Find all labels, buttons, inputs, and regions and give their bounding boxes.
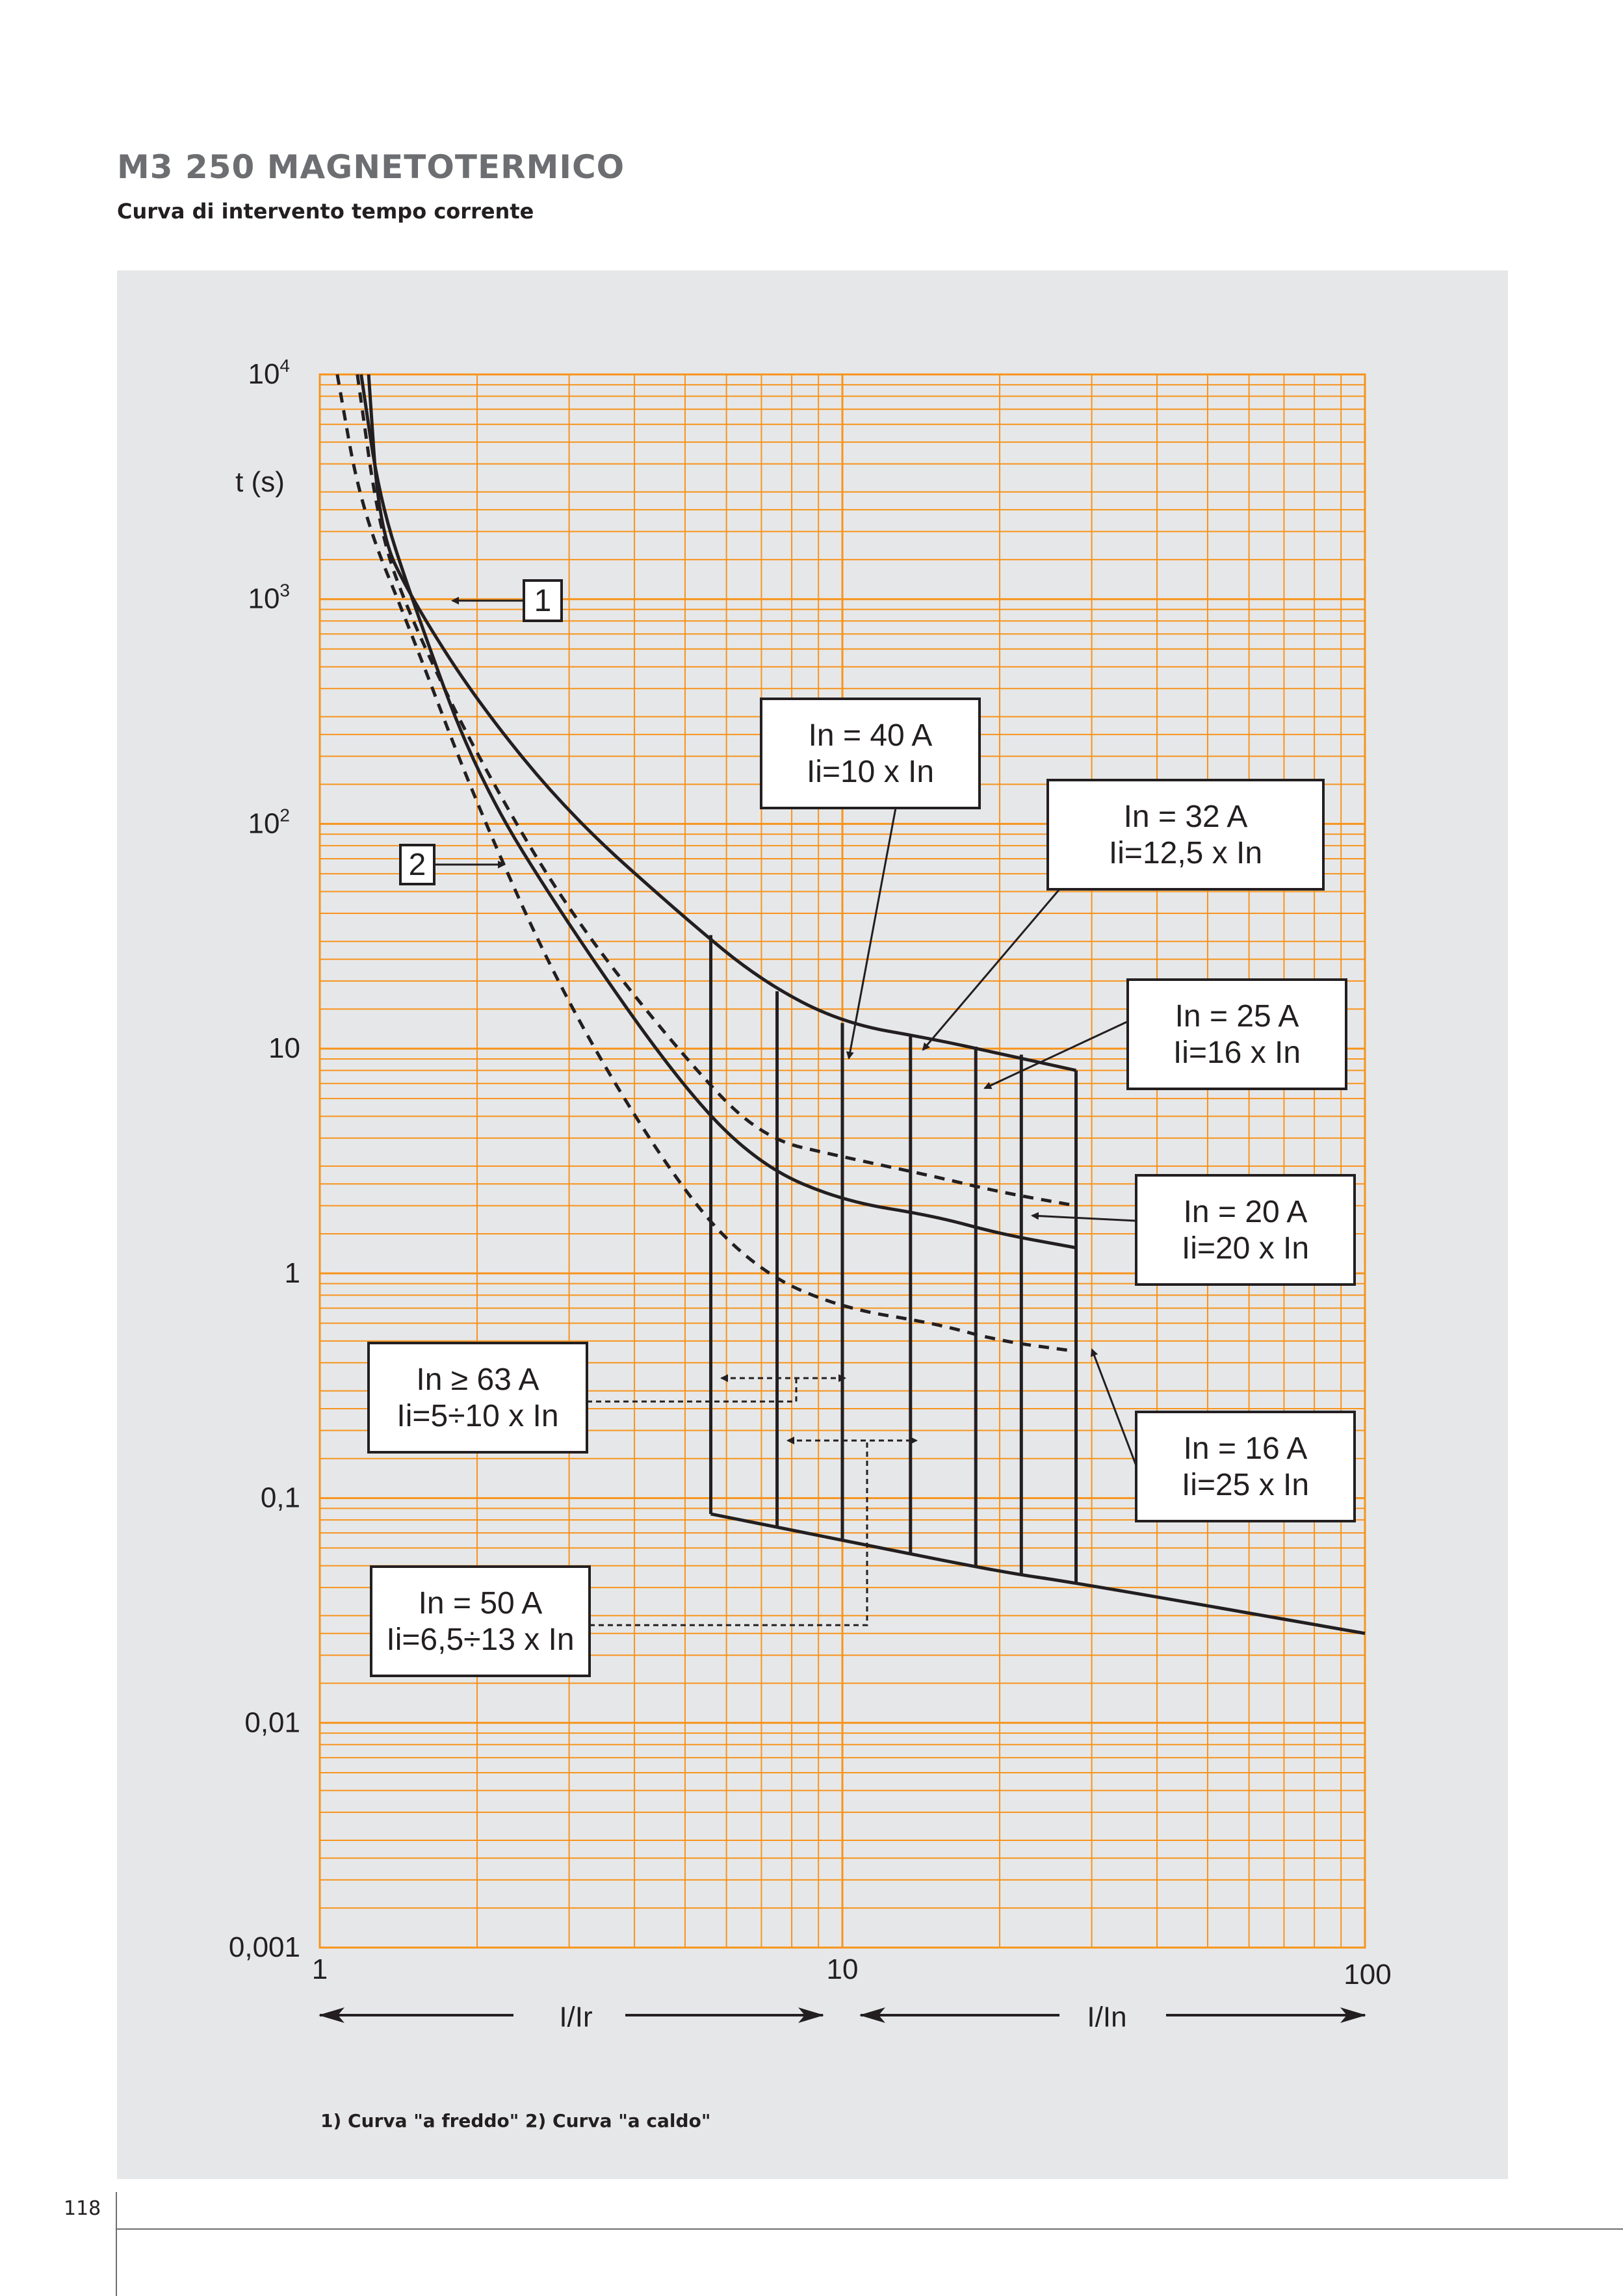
ann-20-box bbox=[1136, 1175, 1355, 1285]
y-tick-label: 1 bbox=[284, 1257, 300, 1289]
range-label-ir: I/Ir bbox=[559, 2001, 593, 2033]
dashed-leader-0 bbox=[587, 1378, 796, 1402]
leader-20 bbox=[1032, 1216, 1136, 1221]
y-tick-label: $10^4$ bbox=[248, 356, 290, 390]
legend-hot-curve: 2) Curva "a caldo" bbox=[525, 2110, 711, 2132]
y-tick-label: 10 bbox=[268, 1032, 300, 1065]
y-tick-label: 0,001 bbox=[228, 1931, 300, 1963]
ann-32-text: In = 32 A bbox=[1123, 800, 1248, 834]
ann-50-text: Ii=6,5÷13 x In bbox=[386, 1623, 575, 1657]
ann-40-text: In = 40 A bbox=[808, 718, 933, 753]
page-title: M3 250 MAGNETOTERMICO bbox=[117, 148, 625, 186]
annotations bbox=[369, 581, 1355, 1676]
ann-1-text: 1 bbox=[534, 584, 552, 618]
page-subtitle: Curva di intervento tempo corrente bbox=[117, 199, 534, 224]
page-number: 118 bbox=[64, 2197, 101, 2220]
range-label-in: I/In bbox=[1087, 2001, 1127, 2033]
ann-16-text: Ii=25 x In bbox=[1181, 1468, 1310, 1502]
ann-63-text: Ii=5÷10 x In bbox=[396, 1399, 559, 1433]
x-tick-label: 100 bbox=[1344, 1959, 1392, 1990]
leader-16 bbox=[1092, 1350, 1137, 1469]
ann-50-text: In = 50 A bbox=[418, 1586, 543, 1621]
ann-2-text: 2 bbox=[408, 848, 426, 882]
ann-63-text: In ≥ 63 A bbox=[416, 1363, 539, 1397]
y-axis-label: t (s) bbox=[235, 466, 285, 498]
ann-40-box bbox=[761, 699, 980, 808]
ann-32-text: Ii=12,5 x In bbox=[1108, 836, 1263, 870]
ann-20-text: In = 20 A bbox=[1183, 1195, 1308, 1229]
footer-horizontal-rule bbox=[116, 2228, 1623, 2230]
legend-cold-curve: 1) Curva "a freddo" bbox=[320, 2110, 519, 2132]
x-tick-label: 10 bbox=[826, 1953, 859, 1985]
ann-25-box bbox=[1128, 980, 1346, 1089]
y-tick-label: 0,01 bbox=[244, 1706, 300, 1739]
ann-63-box bbox=[369, 1343, 587, 1452]
y-tick-label: 0,1 bbox=[260, 1481, 300, 1514]
ann-25-text: In = 25 A bbox=[1175, 999, 1299, 1034]
curve-series-3 bbox=[337, 374, 1076, 1351]
ann-32-box bbox=[1048, 780, 1323, 889]
y-tick-label: $10^3$ bbox=[248, 580, 290, 615]
ann-25-text: Ii=16 x In bbox=[1173, 1036, 1301, 1070]
ann-50-box bbox=[371, 1567, 590, 1676]
ann-16-text: In = 16 A bbox=[1183, 1431, 1308, 1466]
x-tick-label: 1 bbox=[311, 1953, 328, 1985]
ann-20-text: Ii=20 x In bbox=[1181, 1231, 1310, 1266]
ann-40-text: Ii=10 x In bbox=[806, 755, 935, 789]
ann-16-box bbox=[1136, 1412, 1355, 1521]
y-tick-label: $10^2$ bbox=[248, 805, 290, 840]
footer-vertical-rule bbox=[116, 2192, 117, 2296]
